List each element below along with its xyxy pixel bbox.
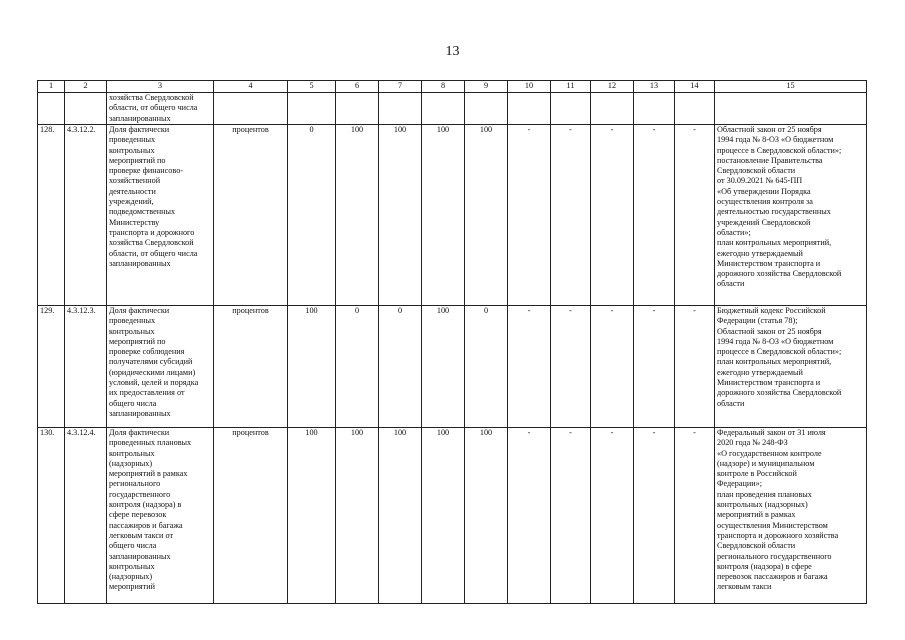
value-col11: - — [551, 306, 591, 428]
value-col13: - — [634, 428, 675, 604]
value-col6: 100 — [336, 428, 379, 604]
table-row-continuation — [38, 93, 867, 125]
value-col6: 100 — [336, 125, 379, 306]
value-col10: - — [508, 125, 551, 306]
header-cell: 1 — [38, 81, 65, 93]
value-col5: 100 — [288, 306, 336, 428]
table-row — [38, 306, 867, 428]
header-cell: 7 — [379, 81, 422, 93]
indicator-name: Доля фактически проведенных контрольных мероприятий по проверке соблюдения получателями субсидий (юридическими лицами) условий, целей и порядка их предоставления от общего числа запланированных — [107, 306, 214, 428]
unit: процентов — [214, 125, 288, 306]
value-col6: 0 — [336, 306, 379, 428]
legal-basis: Бюджетный кодекс Российской Федерации (статья 78); Областной закон от 25 ноября 1994 года № 8-ОЗ «О бюджетном процессе в Свердловской области»; план контрольных мероприятий, ежегодно утверждаемый Министерством транспорта и дорожного хозяйства Свердловской области — [715, 306, 867, 428]
row-number: 128. — [38, 125, 65, 306]
value-col5: 0 — [288, 125, 336, 306]
value-col13: - — [634, 306, 675, 428]
value-col9: 0 — [465, 306, 508, 428]
legal-basis: Областной закон от 25 ноября 1994 года № 8-ОЗ «О бюджетном процессе в Свердловской области»; постановление Правительства Свердловской области от 30.09.2021 № 645-ПП «Об утверждении Порядка осуществления контроля за деятельностью государственных учреждений Свердловской области»; план контрольных мероприятий, ежегодно утверждаемый Министерством транспорта и дорожного хозяйства Свердловской области — [715, 125, 867, 306]
table-row — [38, 125, 867, 306]
value-col10: - — [508, 306, 551, 428]
header-cell: 13 — [634, 81, 675, 93]
value-col9: 100 — [465, 125, 508, 306]
unit: процентов — [214, 306, 288, 428]
header-cell: 2 — [65, 81, 107, 93]
indicator-name: Доля фактически проведенных плановых контрольных (надзорных) мероприятий в рамках регионального государственного контроля (надзора) в сфере перевозок пассажиров и багажа легковым такси от общего числа запланированных контрольных (надзорных) мероприятий — [107, 428, 214, 604]
header-cell: 10 — [508, 81, 551, 93]
value-col14: - — [675, 428, 715, 604]
header-cell: 6 — [336, 81, 379, 93]
value-col11: - — [551, 428, 591, 604]
value-col5: 100 — [288, 428, 336, 604]
value-col12: - — [591, 428, 634, 604]
indicator-name: хозяйства Свердловской области, от общего числа запланированных — [107, 93, 214, 125]
value-col7: 0 — [379, 306, 422, 428]
header-cell: 8 — [422, 81, 465, 93]
header-cell: 12 — [591, 81, 634, 93]
value-col7: 100 — [379, 428, 422, 604]
value-col12: - — [591, 125, 634, 306]
header-cell: 5 — [288, 81, 336, 93]
indicators-table — [37, 80, 867, 604]
value-col8: 100 — [422, 125, 465, 306]
header-cell: 14 — [675, 81, 715, 93]
unit: процентов — [214, 428, 288, 604]
row-code: 4.3.12.2. — [65, 125, 107, 306]
table-header-row — [38, 81, 867, 93]
value-col11: - — [551, 125, 591, 306]
header-cell: 15 — [715, 81, 867, 93]
header-cell: 3 — [107, 81, 214, 93]
indicator-name: Доля фактически проведенных контрольных мероприятий по проверке финансово- хозяйственной деятельности учреждений, подведомственных Министерству транспорта и дорожного хозяйства Свердловской области, от общего числа запланированных — [107, 125, 214, 306]
header-cell: 9 — [465, 81, 508, 93]
value-col9: 100 — [465, 428, 508, 604]
value-col13: - — [634, 125, 675, 306]
table-row — [38, 428, 867, 604]
row-number: 130. — [38, 428, 65, 604]
value-col8: 100 — [422, 428, 465, 604]
value-col10: - — [508, 428, 551, 604]
row-code: 4.3.12.3. — [65, 306, 107, 428]
value-col14: - — [675, 306, 715, 428]
header-cell: 4 — [214, 81, 288, 93]
value-col14: - — [675, 125, 715, 306]
row-number: 129. — [38, 306, 65, 428]
value-col7: 100 — [379, 125, 422, 306]
page-number: 13 — [445, 44, 460, 59]
legal-basis: Федеральный закон от 31 июля 2020 года № 248-ФЗ «О государственном контроле (надзоре) и муниципальном контроле в Российской Федерации»; план проведения плановых контрольных (надзорных) мероприятий в рамках осуществления Министерством транспорта и дорожного хозяйства Свердловской области регионального государственного контроля (надзора) в сфере перевозок пассажиров и багажа легковым такси — [715, 428, 867, 604]
value-col8: 100 — [422, 306, 465, 428]
header-cell: 11 — [551, 81, 591, 93]
row-code: 4.3.12.4. — [65, 428, 107, 604]
value-col12: - — [591, 306, 634, 428]
